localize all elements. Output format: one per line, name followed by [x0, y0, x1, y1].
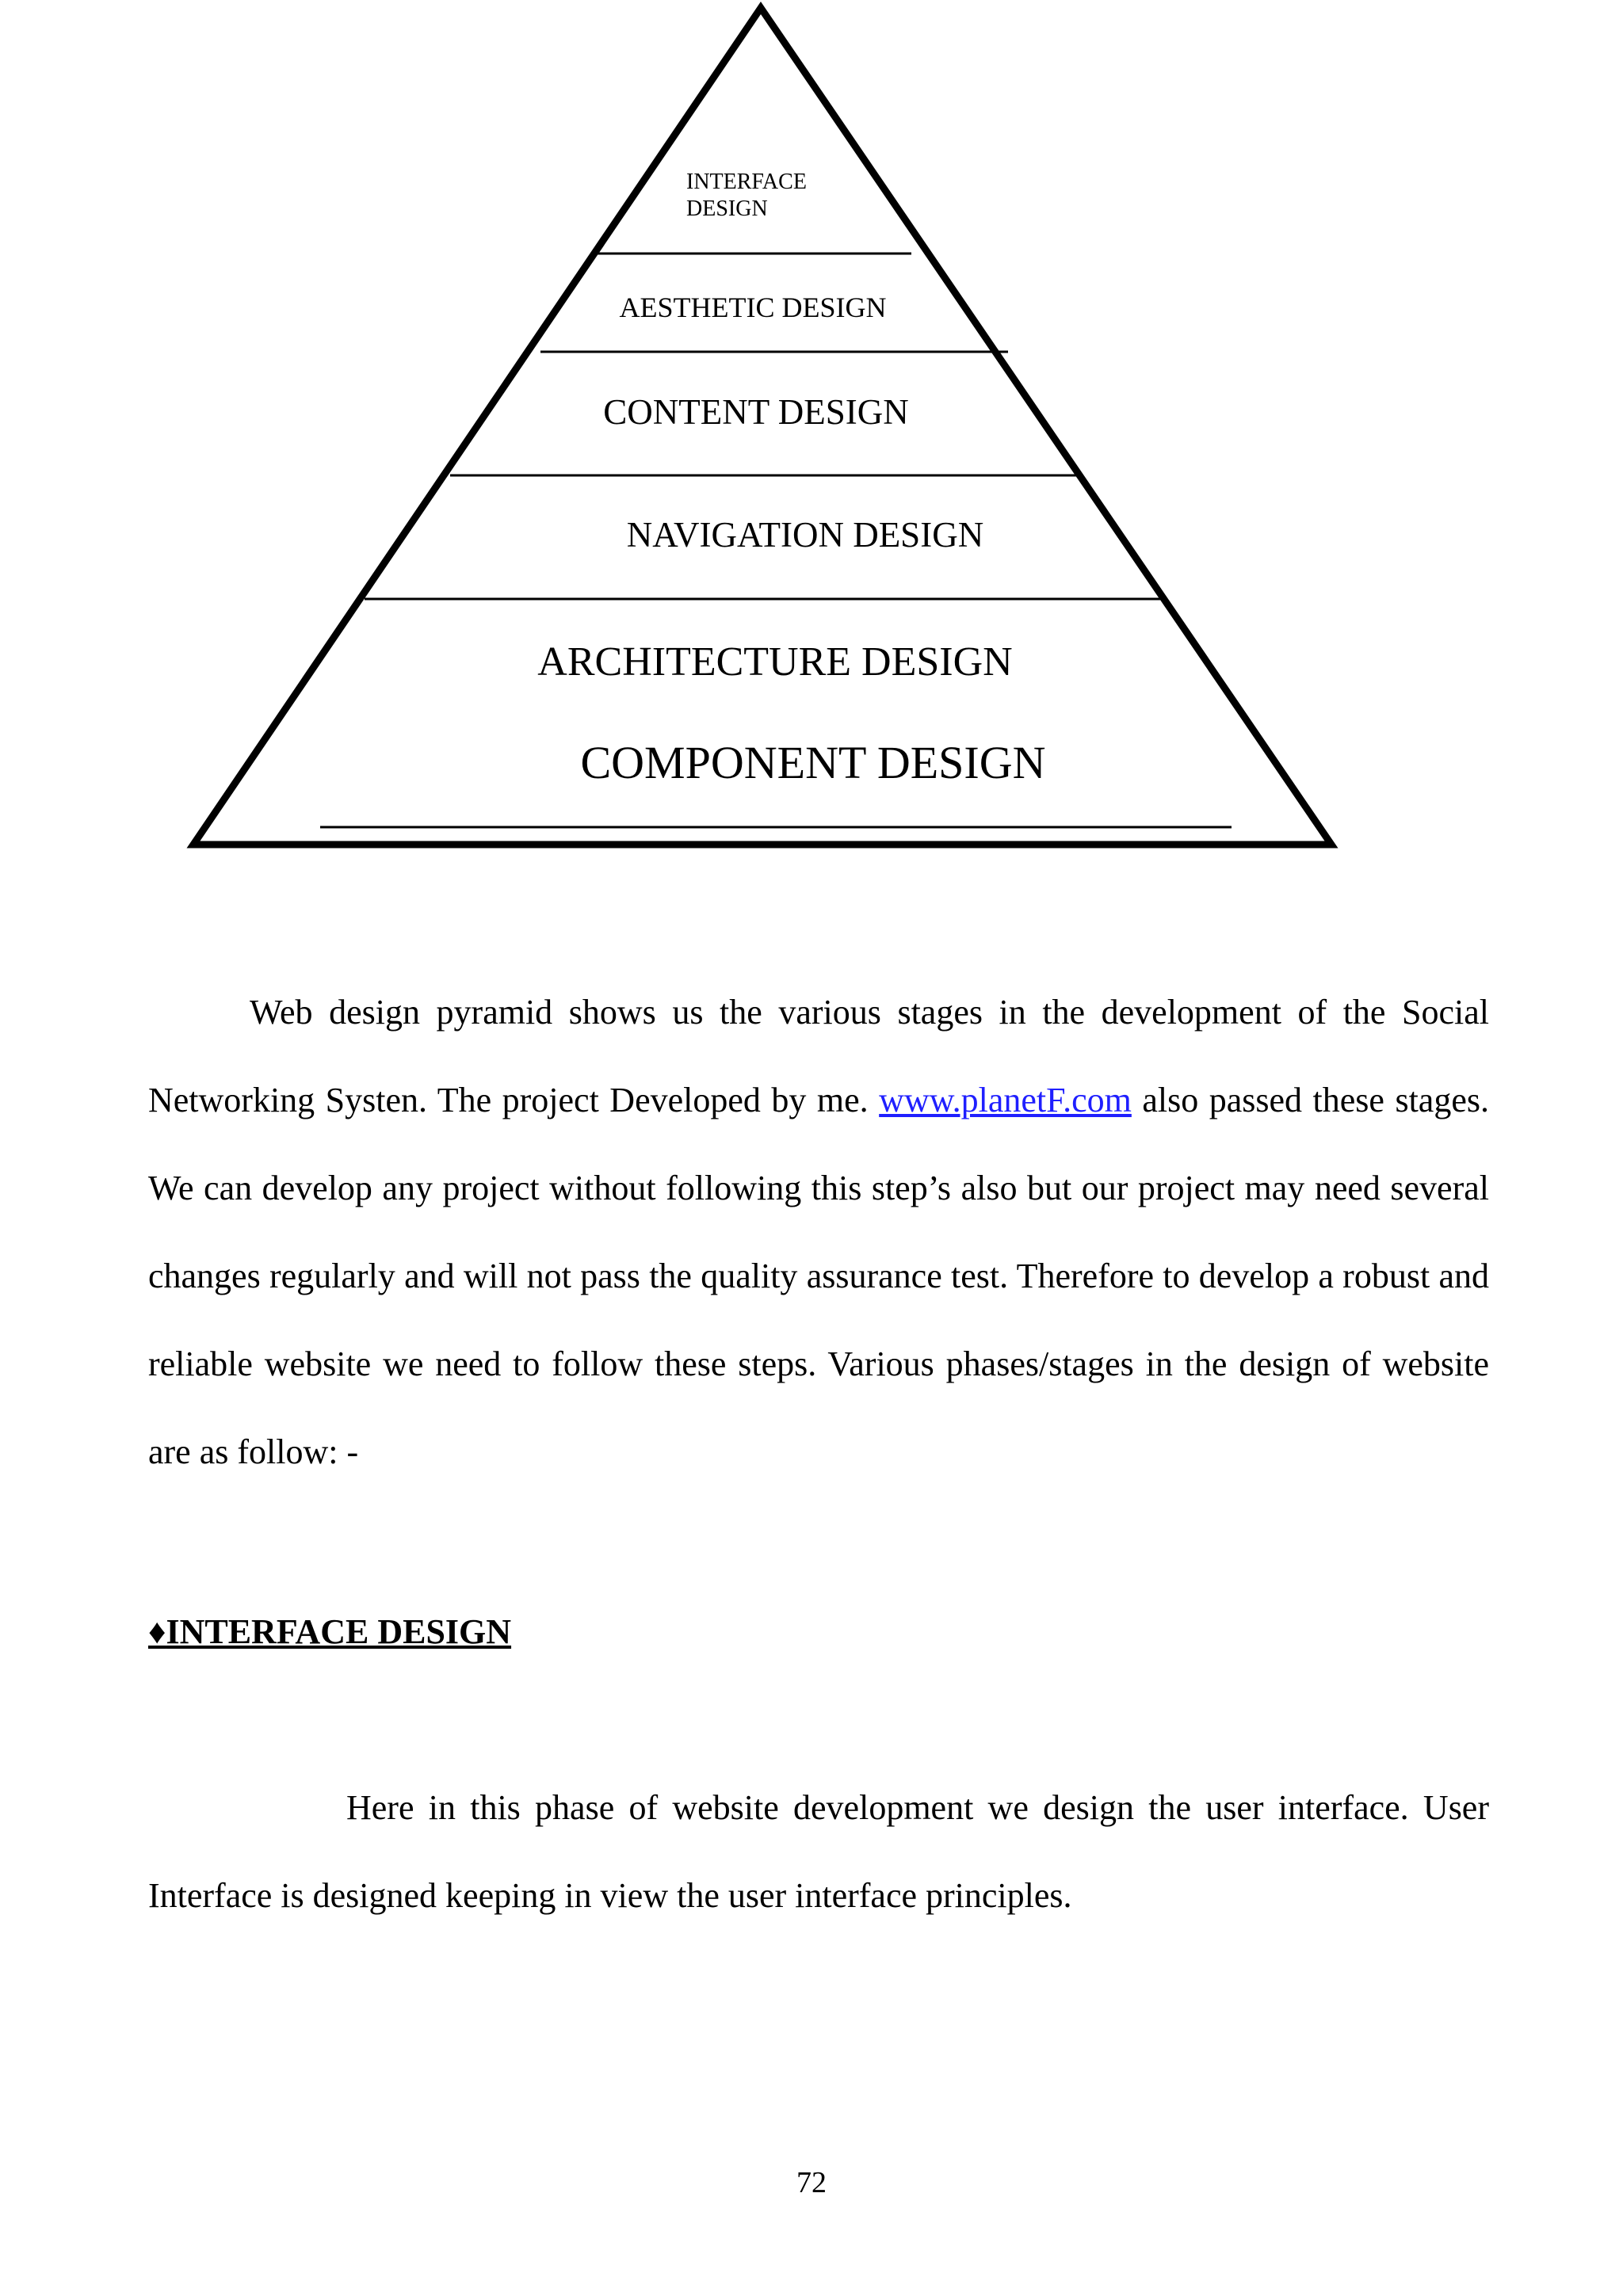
intro-paragraph — [148, 968, 1489, 1496]
interface-design-heading — [148, 1600, 511, 1664]
intro-text-start: Web design pyramid shows us the various stages in the development of the Social Networking Systen. The project Developed by me. — [148, 993, 1489, 1119]
pyramid-label-content: CONTENT DESIGN — [603, 392, 909, 432]
pyramid-label-navigation: NAVIGATION DESIGN — [626, 515, 984, 555]
pyramid-label-interface-2: DESIGN — [686, 196, 768, 221]
planetf-link[interactable]: www.planetF.com — [879, 1081, 1132, 1119]
diamond-bullet-icon: ♦ — [148, 1612, 166, 1651]
interface-design-paragraph: Here in this phase of website development we design the user interface. User Interface is designed keeping in view the user interface principles. — [148, 1788, 1489, 1915]
pyramid-label-aesthetic: AESTHETIC DESIGN — [619, 292, 887, 323]
pyramid-label-component: COMPONENT DESIGN — [580, 737, 1046, 788]
page-number: 72 — [796, 2166, 827, 2199]
pyramid-label-interface: INTERFACE — [686, 170, 807, 194]
pyramid-label-architecture: ARCHITECTURE DESIGN — [537, 639, 1013, 685]
intro-text-end: also passed these stages. We can develop any project without following this step’s also but our project may need several changes regularly and will not pass the quality assurance test. Therefore to develop a robust and reliable website we need to follow these steps. Various phases/stages in the design of website are as follow: - — [148, 1081, 1489, 1471]
web-design-pyramid — [0, 0, 1623, 871]
heading-text: INTERFACE DESIGN — [166, 1612, 512, 1651]
